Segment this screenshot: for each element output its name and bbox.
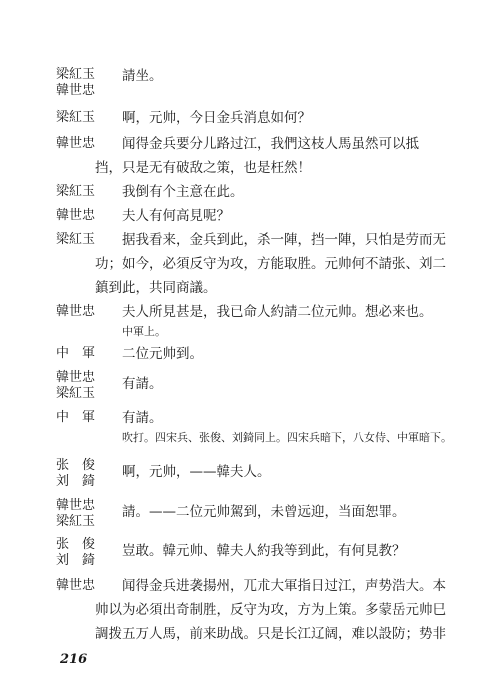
speaker-name: 梁紅玉 [56,386,96,401]
dialogue-continuation: 調拨五万人馬，前来助战。只是长江辽阔，难以設防；势非 [95,626,446,642]
stage-direction: 中軍上。 [122,325,166,338]
speaker-name: 中 軍 [56,346,96,361]
speaker-pair [56,370,116,402]
speaker-name: 梁紅玉 [56,110,96,125]
dialogue-line: 請。——二位元帅駕到，未曾远迎，当面恕罪。 [122,504,406,520]
dialogue-line: 啊，元帅，——韓夫人。 [122,464,271,480]
speaker-name: 梁紅玉 [56,184,96,199]
speaker-name: 韓世忠 [56,578,96,593]
dialogue-line: 夫人有何高見呢？ [122,208,230,224]
speaker-name: 梁紅玉 [56,514,96,529]
speaker-name: 韓世忠 [56,370,96,385]
dialogue-line: 豈敢。韓元帅、韓夫人約我等到此，有何見教？ [122,543,406,559]
speaker-name: 韓世忠 [56,304,96,319]
dialogue-continuation: 挡，只是无有破敌之策，也是枉然！ [95,160,311,176]
speaker-name: 刘 錡 [56,474,96,489]
speaker-name: 中 軍 [56,410,96,425]
speaker-name: 刘 錡 [56,553,96,568]
dialogue-line: 有請。 [122,410,163,426]
speaker-pair [56,498,116,530]
dialogue-line: 啊，元帅，今日金兵消息如何？ [122,110,311,126]
dialogue-line: 闻得金兵进袭揚州，兀朮大軍指日过江，声势浩大。本 [122,578,446,594]
dialogue-continuation: 鎮到此，共同商議。 [95,280,217,296]
speaker-name: 张 俊 [56,458,96,473]
speaker-name: 韓世忠 [56,83,96,98]
dialogue-line: 闻得金兵要分儿路过江，我們这枝人馬虽然可以抵 [122,136,419,152]
dialogue-line: 有請。 [122,376,163,392]
speaker-pair [56,458,116,490]
speaker-pair [56,67,116,99]
dialogue-continuation: 功；如今，必須反守为攻，方能取胜。元帅何不請张、刘二 [95,256,446,272]
stage-direction: 吹打。四宋兵、张俊、刘錡同上。四宋兵暗下，八女侍、中軍暗下。 [122,431,452,444]
dialogue-line: 据我看来，金兵到此，杀一陣，挡一陣，只怕是劳而无 [122,232,446,248]
speaker-name: 韓世忠 [56,136,96,151]
speaker-name: 张 俊 [56,537,96,552]
speaker-name: 韓世忠 [56,498,96,513]
dialogue-continuation: 帅以为必須出奇制胜，反守为攻，方为上策。多蒙岳元帅巳 [95,602,446,618]
dialogue-line: 二位元帅到。 [122,346,203,362]
dialogue-line: 夫人所見甚是，我已命人約請二位元帅。想必来也。 [122,304,433,320]
speaker-name: 韓世忠 [56,208,96,223]
speaker-name: 梁紅玉 [56,232,96,247]
dialogue-line: 我倒有个主意在此。 [122,184,244,200]
page-number: 216 [60,652,88,667]
dialogue-line: 請坐。 [122,68,163,84]
speaker-pair [56,537,116,569]
speaker-name: 梁紅玉 [56,67,96,82]
